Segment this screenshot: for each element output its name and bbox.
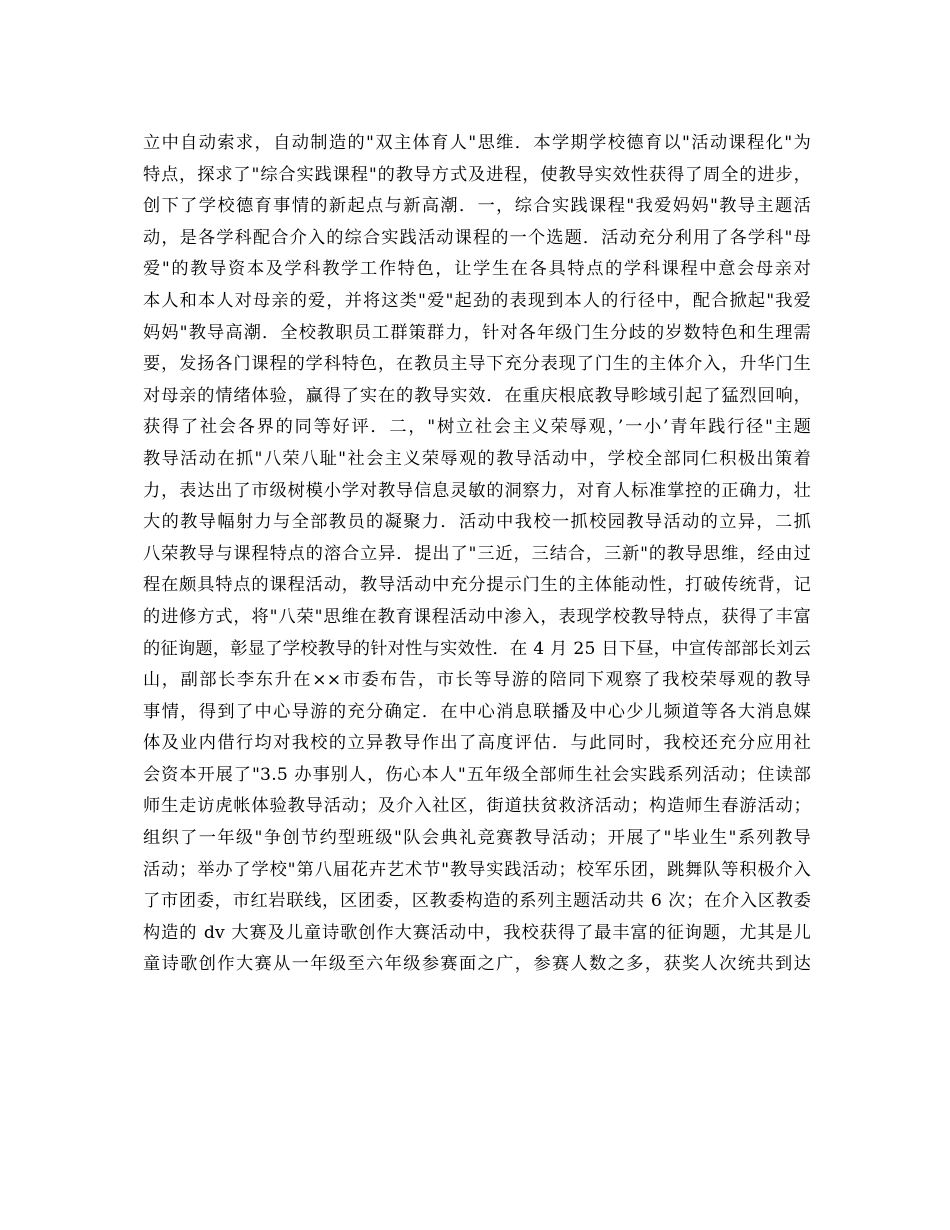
text-line: 获得了社会各界的同等好评．二，"树立社会主义荣辱观，’一小’青年践行径"主题 — [143, 417, 811, 438]
text-line: 的进修方式，将"八荣"思维在教育课程活动中渗入，表现学校教导特点，获得了丰富 — [143, 606, 811, 627]
text-line: 会资本开展了"3.5 办事别人，伤心本人"五年级全部师生社会实践系列活动；住读部 — [143, 764, 811, 785]
text-line: 程在颇具特点的课程活动，教导活动中充分提示门生的主体能动性，打破传统背，记 — [143, 575, 811, 596]
text-line: 童诗歌创作大赛从一年级至六年级参赛面之广，参赛人数之多，获奖人次统共到达 — [143, 954, 811, 975]
text-line: 事情，得到了中心导游的充分确定．在中心消息联播及中心少儿频道等各大消息媒 — [143, 701, 811, 722]
text-line: 山，副部长李东升在××市委布告，市长等导游的陪同下观察了我校荣辱观的教导 — [143, 670, 811, 691]
text-line: 教导活动在抓"八荣八耻"社会主义荣辱观的教导活动中，学校全部同仁积极出策着 — [143, 448, 811, 469]
text-line: 组织了一年级"争创节约型班级"队会典礼竞赛教导活动；开展了"毕业生"系列教导 — [143, 828, 811, 849]
text-line: 创下了学校德育事情的新起点与新高潮．一，综合实践课程"我爱妈妈"教导主题活 — [143, 196, 811, 217]
text-line: 了市团委，市红岩联线，区团委，区教委构造的系列主题活动共 6 次；在介入区教委 — [143, 891, 811, 912]
text-line: 对母亲的情绪体验，赢得了实在的教导实效．在重庆根底教导畛域引起了猛烈回响， — [143, 385, 811, 406]
text-line: 构造的 dv 大赛及儿童诗歌创作大赛活动中，我校获得了最丰富的征询题，尤其是儿 — [143, 922, 811, 943]
text-line: 的征询题，彰显了学校教导的针对性与实效性．在 4 月 25 日下昼，中宣传部部长刘云 — [143, 638, 811, 659]
text-line: 活动；举办了学校"第八届花卉艺术节"教导实践活动；校军乐团，跳舞队等积极介入 — [143, 859, 811, 880]
text-line: 本人和本人对母亲的爱，并将这类"爱"起劲的表现到本人的行径中，配合掀起"我爱 — [143, 290, 811, 311]
text-line: 要，发扬各门课程的学科特色，在教员主导下充分表现了门生的主体介入，升华门生 — [143, 354, 811, 375]
text-line: 大的教导幅射力与全部教员的凝聚力．活动中我校一抓校园教导活动的立异，二抓 — [143, 512, 811, 533]
text-line: 师生走访虎帐体验教导活动；及介入社区，街道扶贫救济活动；构造师生春游活动； — [143, 796, 811, 817]
text-line: 特点，探求了"综合实践课程"的教导方式及进程，使教导实效性获得了周全的进步， — [143, 164, 811, 185]
text-line: 动，是各学科配合介入的综合实践活动课程的一个选题．活动充分利用了各学科"母 — [143, 227, 811, 248]
text-line: 力，表达出了市级树模小学对教导信息灵敏的洞察力，对育人标准掌控的正确力，壮 — [143, 480, 811, 501]
text-line: 八荣教导与课程特点的溶合立异．提出了"三近，三结合，三新"的教导思维，经由过 — [143, 543, 811, 564]
body-text — [143, 128, 811, 981]
text-line: 妈妈"教导高潮．全校教职员工群策群力，针对各年级门生分歧的岁数特色和生理需 — [143, 322, 811, 343]
text-line: 立中自动索求，自动制造的"双主体育人"思维．本学期学校德育以"活动课程化"为 — [143, 133, 811, 153]
text-line: 爱"的教导资本及学科教学工作特色，让学生在各具特点的学科课程中意会母亲对 — [143, 259, 811, 280]
text-line: 体及业内借行均对我校的立异教导作出了高度评估．与此同时，我校还充分应用社 — [143, 733, 811, 754]
